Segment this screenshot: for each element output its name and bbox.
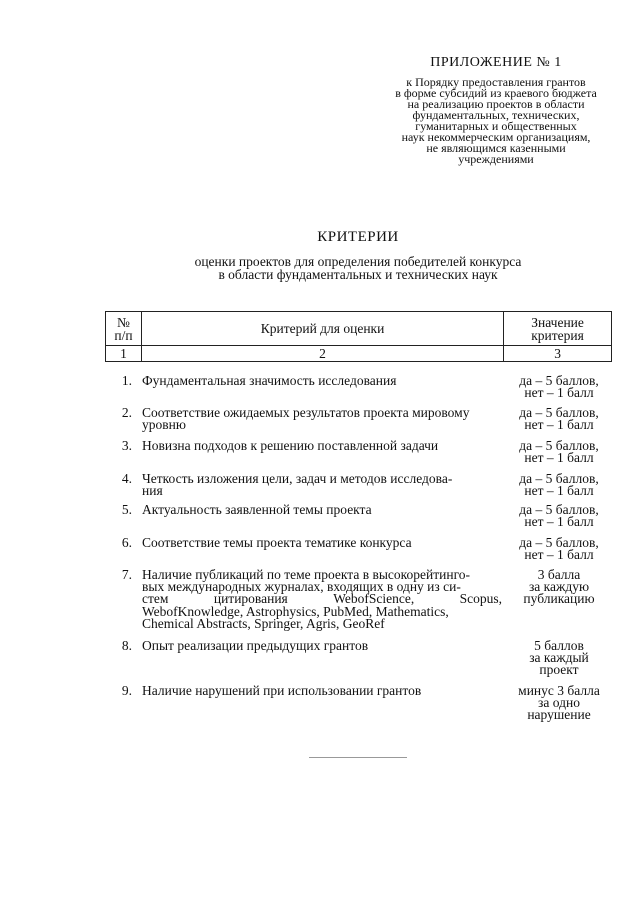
criterion-line: WebofKnowledge, Astrophysics, PubMed, Mathematics,: [142, 603, 449, 619]
appendix-line: на реализацию проектов в области: [407, 97, 585, 111]
row-value: [505, 685, 613, 722]
row-number: 6.: [121, 535, 132, 550]
row-number: 2.: [121, 405, 132, 420]
row-criterion: [142, 504, 502, 516]
row-criterion: [142, 440, 502, 452]
value-line: 3 балла: [537, 567, 581, 582]
document-title: КРИТЕРИИ: [317, 229, 399, 245]
row-value: [505, 375, 613, 399]
value-line: да – 5 баллов,: [519, 502, 599, 517]
closing-divider: [309, 757, 407, 758]
row-number: 5.: [121, 502, 132, 517]
criterion-line: Соответствие темы проекта тематике конкурса: [142, 535, 412, 550]
row-number: 9.: [121, 683, 132, 698]
row-criterion: [142, 569, 502, 630]
value-line: да – 5 баллов,: [519, 405, 599, 420]
criterion-line: стем цитирования WebofScience, Scopus,: [142, 591, 502, 607]
value-line: да – 5 баллов,: [519, 535, 599, 550]
row-value: [505, 440, 613, 464]
subtitle-line: оценки проектов для определения победителей конкурса: [194, 254, 522, 269]
row-number: 8.: [121, 638, 132, 653]
row-criterion: [142, 407, 502, 431]
row-value: [505, 569, 613, 606]
row-value: [505, 537, 613, 561]
criterion-line: уровню: [142, 417, 186, 433]
criterion-line: Актуальность заявленной темы проекта: [142, 502, 372, 517]
row-number: 7.: [121, 567, 132, 582]
criterion-line: Опыт реализации предыдущих грантов: [142, 638, 369, 653]
value-line: да – 5 баллов,: [519, 373, 599, 388]
row-value: [505, 504, 613, 528]
criterion-line: Наличие нарушений при использовании грантов: [142, 683, 422, 698]
appendix-line: гуманитарных и общественных: [415, 119, 577, 133]
row-value: [505, 640, 613, 677]
value-line: нет – 1 балл: [524, 483, 594, 499]
row-criterion: [142, 685, 502, 697]
row-criterion: [142, 640, 502, 652]
column-number: 3: [504, 346, 612, 362]
value-line: нет – 1 балл: [524, 385, 594, 401]
document-subtitle: [96, 255, 620, 281]
value-line: нарушение: [527, 707, 591, 723]
value-line: 5 баллов: [534, 638, 584, 653]
row-number: 1.: [121, 373, 132, 388]
column-number: 2: [141, 346, 503, 362]
header-criterion: Критерий для оценки: [141, 312, 503, 346]
criterion-line: Новизна подходов к решению поставленной задачи: [142, 438, 439, 453]
criterion-line: Наличие публикаций по теме проекта в высокорейтинго-: [142, 567, 471, 582]
value-line: да – 5 баллов,: [519, 438, 599, 453]
appendix-block: [378, 56, 614, 165]
value-line: публикацию: [523, 591, 595, 607]
appendix-line: в форме субсидий из краевого бюджета: [395, 86, 597, 100]
row-number: 3.: [121, 438, 132, 453]
header-num: [106, 312, 142, 346]
value-line: нет – 1 балл: [524, 450, 594, 466]
appendix-line: фундаментальных, технических,: [412, 108, 580, 122]
document-heading: [96, 229, 620, 281]
header-value-line: критерия: [531, 327, 584, 343]
value-line: нет – 1 балл: [524, 417, 594, 433]
criterion-line: Chemical Abstracts, Springer, Agris, GeoRef: [142, 615, 385, 631]
header-value-line: Значение: [531, 314, 584, 330]
header-value: [504, 312, 612, 346]
criteria-table-header: [105, 311, 612, 362]
value-line: проект: [539, 662, 579, 678]
column-number: 1: [106, 346, 142, 362]
value-line: за каждый: [529, 650, 589, 666]
row-criterion: [142, 537, 502, 549]
criterion-line: Соответствие ожидаемых результатов проекта мировому: [142, 405, 470, 420]
value-line: минус 3 балла: [518, 683, 600, 698]
appendix-line: не являющимся казенными: [426, 141, 566, 155]
criterion-line: вых международных журналах, входящих в одну из си-: [142, 579, 461, 595]
value-line: да – 5 баллов,: [519, 471, 599, 486]
criterion-line: ния: [142, 483, 163, 499]
value-line: за одно: [538, 695, 580, 711]
value-line: нет – 1 балл: [524, 547, 594, 563]
subtitle-line: в области фундаментальных и технических наук: [218, 267, 498, 282]
header-num-line: п/п: [114, 327, 133, 343]
value-line: нет – 1 балл: [524, 514, 594, 530]
row-value: [505, 407, 613, 431]
row-value: [505, 473, 613, 497]
appendix-line: наук некоммерческим организациям,: [401, 130, 591, 144]
header-num-line: №: [117, 314, 130, 330]
criterion-line: Фундаментальная значимость исследования: [142, 373, 397, 388]
criterion-line: Четкость изложения цели, задач и методов исследова-: [142, 471, 453, 486]
row-number: 4.: [121, 471, 132, 486]
appendix-line: учреждениями: [458, 152, 534, 166]
appendix-line: к Порядку предоставления грантов: [406, 75, 586, 89]
row-criterion: [142, 375, 502, 387]
row-criterion: [142, 473, 502, 497]
value-line: за каждую: [528, 579, 590, 595]
appendix-title: ПРИЛОЖЕНИЕ № 1: [430, 55, 562, 70]
